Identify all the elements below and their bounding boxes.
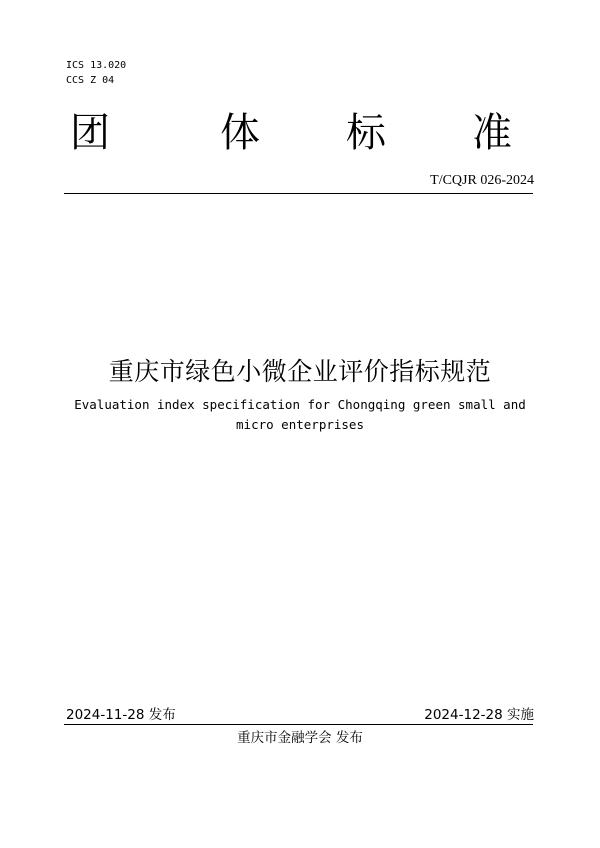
implement-date: 2024-12-28 实施 (424, 707, 534, 723)
english-title (60, 395, 540, 435)
title-char-1: 团 (70, 110, 110, 156)
ccs-code: CCS Z 04 (66, 75, 115, 86)
title-char-3: 标 (346, 110, 386, 156)
bottom-divider (64, 724, 533, 725)
standard-type-title (64, 108, 514, 162)
english-title-line-2: micro enterprises (236, 417, 364, 432)
publisher: 重庆市金融学会 发布 (237, 730, 363, 746)
title-char-4: 准 (472, 110, 512, 156)
ics-code: ICS 13.020 (66, 60, 127, 71)
chinese-title: 重庆市绿色小微企业评价指标规范 (108, 357, 492, 386)
date-row (66, 705, 534, 725)
publish-date: 2024-11-28 发布 (66, 707, 176, 723)
top-divider (64, 193, 533, 194)
title-char-2: 体 (220, 110, 260, 156)
classification-codes (66, 58, 126, 88)
english-title-line-1: Evaluation index specification for Chongqing green small and (74, 397, 526, 412)
standard-number: T/CQJR 026-2024 (430, 173, 534, 188)
